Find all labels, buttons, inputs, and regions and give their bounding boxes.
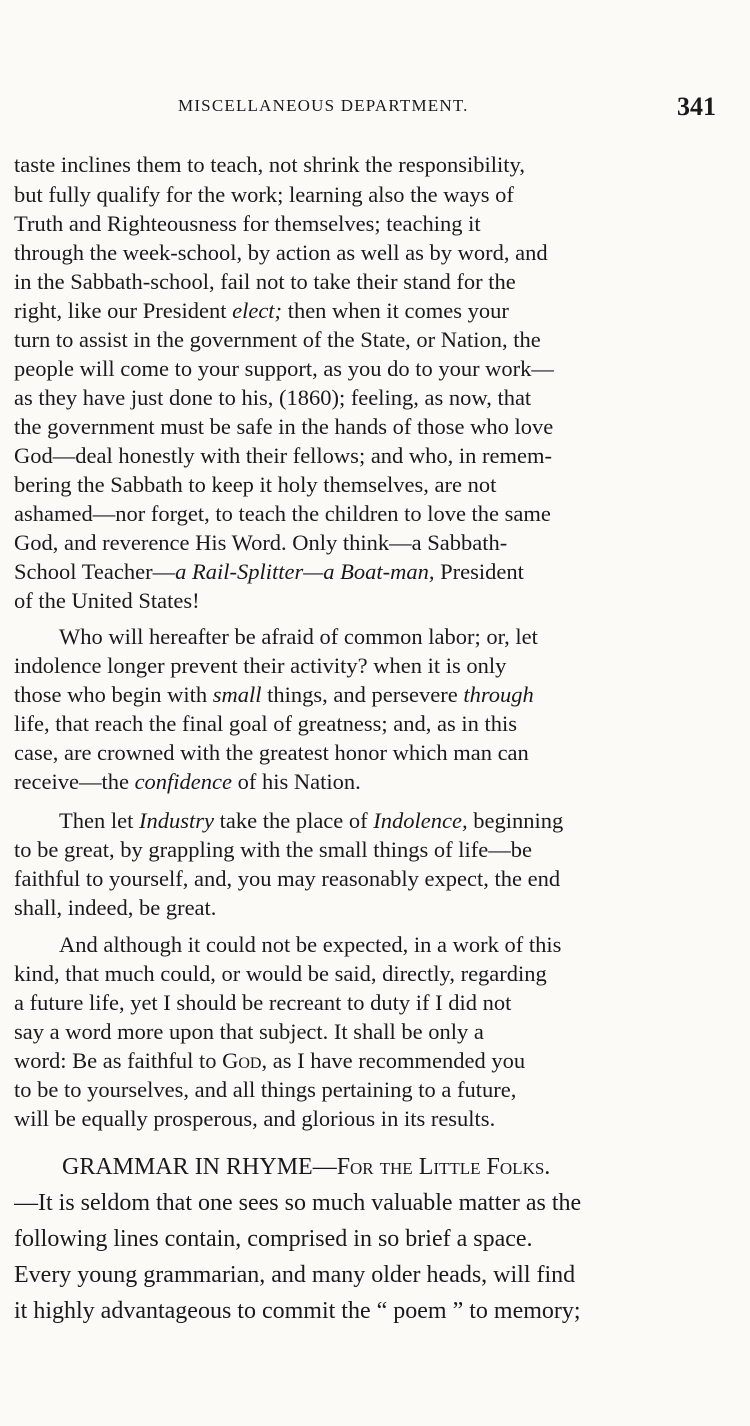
italic-text: through: [463, 682, 534, 707]
text-span: God, and reverence His Word. Only think—a Sabbath-: [14, 530, 508, 555]
text-line: [14, 325, 716, 355]
text-span: the government must be safe in the hands of those who love: [14, 414, 554, 439]
text-line: [14, 988, 716, 1018]
text-span: word: Be as faithful to: [14, 1048, 223, 1073]
text-line: [14, 412, 716, 442]
text-span: Truth and Righteousness for themselves; teaching it: [14, 211, 481, 236]
text-span: to be to yourselves, and all things pertaining to a future,: [14, 1077, 517, 1102]
text-span: of his Nation.: [232, 769, 361, 794]
text-span: in the Sabbath-school, fail not to take their stand for the: [14, 269, 516, 294]
text-span: receive—the: [14, 769, 135, 794]
italic-text: Indolence,: [373, 808, 468, 833]
text-span: but fully qualify for the work; learning also the ways of: [14, 182, 514, 207]
text-span: a future life, yet I should be recreant to duty if I did not: [14, 990, 512, 1015]
text-span: things, and persevere: [261, 682, 464, 707]
text-span: to be great, by grappling with the small things of life—be: [14, 837, 533, 862]
text-span: God—deal honestly with their fellows; and who, in remem-: [14, 443, 553, 468]
text-span: faithful to yourself, and, you may reasonably expect, the end: [14, 866, 561, 891]
text-span: through the week-school, by action as well as by word, and: [14, 240, 548, 265]
text-span: God: [222, 1048, 262, 1073]
text-span: it highly advantageous to commit the “ poem ” to memory;: [14, 1298, 581, 1324]
page-number: 341: [677, 92, 716, 121]
text-line: [14, 1075, 716, 1105]
text-line: [14, 651, 716, 681]
text-line: [14, 1104, 716, 1134]
text-line: [14, 680, 716, 710]
text-line: [14, 296, 716, 326]
text-span: take the place of: [213, 808, 374, 833]
text-line: [14, 528, 716, 558]
text-span: Who will hereafter be afraid of common labor; or, let: [14, 624, 538, 649]
text-span: , as I have recommended you: [261, 1048, 526, 1073]
italic-text: small: [212, 682, 262, 707]
text-line: [14, 738, 716, 768]
text-line: [14, 1017, 716, 1047]
text-span: will be equally prosperous, and glorious in its results.: [14, 1106, 496, 1131]
text-span: Then let: [14, 808, 139, 833]
text-span: shall, indeed, be great.: [14, 895, 217, 920]
running-head: MISCELLANEOUS DEPARTMENT.: [178, 96, 469, 115]
text-line: [14, 180, 716, 210]
text-line: [14, 354, 716, 384]
italic-text: Industry: [138, 808, 214, 833]
text-line: [14, 1258, 716, 1292]
text-span: people will come to your support, as you do to your work—: [14, 356, 554, 381]
text-span: of the United States!: [14, 588, 200, 613]
text-span: say a word more upon that subject. It shall be only a: [14, 1019, 484, 1044]
text-line: [14, 383, 716, 413]
text-span: And although it could not be expected, in a work of this: [14, 932, 562, 957]
text-span: beginning: [467, 808, 564, 833]
text-line: [14, 959, 716, 989]
text-line: [14, 1046, 716, 1076]
text-line: [14, 209, 716, 239]
page-header: [178, 92, 716, 122]
text-span: those who begin with: [14, 682, 213, 707]
text-line: [14, 499, 716, 529]
text-line: [14, 470, 716, 500]
text-line: [14, 1186, 716, 1220]
text-line: [14, 709, 716, 739]
text-span: following lines contain, comprised in so brief a space.: [14, 1226, 533, 1252]
text-span: case, are crowned with the greatest honor which man can: [14, 740, 529, 765]
text-line: [14, 441, 716, 471]
italic-text: a Rail-Splitter—a Boat-man,: [175, 559, 435, 584]
text-span: then when it comes your: [282, 298, 509, 323]
text-span: GRAMMAR IN RHYME—: [14, 1154, 337, 1180]
italic-text: confidence: [134, 769, 233, 794]
text-line: [14, 806, 716, 836]
text-span: life, that reach the final goal of greatness; and, as in this: [14, 711, 517, 736]
text-span: For the Little Folks.: [336, 1154, 551, 1180]
text-line: [14, 586, 716, 616]
text-line: [14, 893, 716, 923]
italic-text: elect;: [232, 298, 283, 323]
text-line: [14, 835, 716, 865]
text-span: School Teacher—: [14, 559, 176, 584]
text-span: as they have just done to his, (1860); feeling, as now, that: [14, 385, 532, 410]
text-line: [14, 1294, 716, 1328]
text-line: [14, 864, 716, 894]
text-line: [14, 150, 716, 180]
text-span: indolence longer prevent their activity? when it is only: [14, 653, 507, 678]
text-line: [14, 238, 716, 268]
text-span: kind, that much could, or would be said, directly, regarding: [14, 961, 547, 986]
text-span: right, like our President: [14, 298, 233, 323]
text-span: ashamed—nor forget, to teach the children to love the same: [14, 501, 551, 526]
text-span: taste inclines them to teach, not shrink the responsibility,: [14, 152, 525, 177]
text-span: President: [434, 559, 524, 584]
text-line: [14, 1150, 716, 1184]
text-line: [14, 267, 716, 297]
text-span: bering the Sabbath to keep it holy themselves, are not: [14, 472, 497, 497]
text-span: —It is seldom that one sees so much valuable matter as the: [14, 1190, 582, 1216]
text-line: [14, 930, 716, 960]
text-line: [14, 557, 716, 587]
text-line: [14, 1222, 716, 1256]
text-span: Every young grammarian, and many older heads, will find: [14, 1262, 576, 1288]
text-line: [14, 767, 716, 797]
text-line: [14, 622, 716, 652]
text-span: turn to assist in the government of the State, or Nation, the: [14, 327, 541, 352]
